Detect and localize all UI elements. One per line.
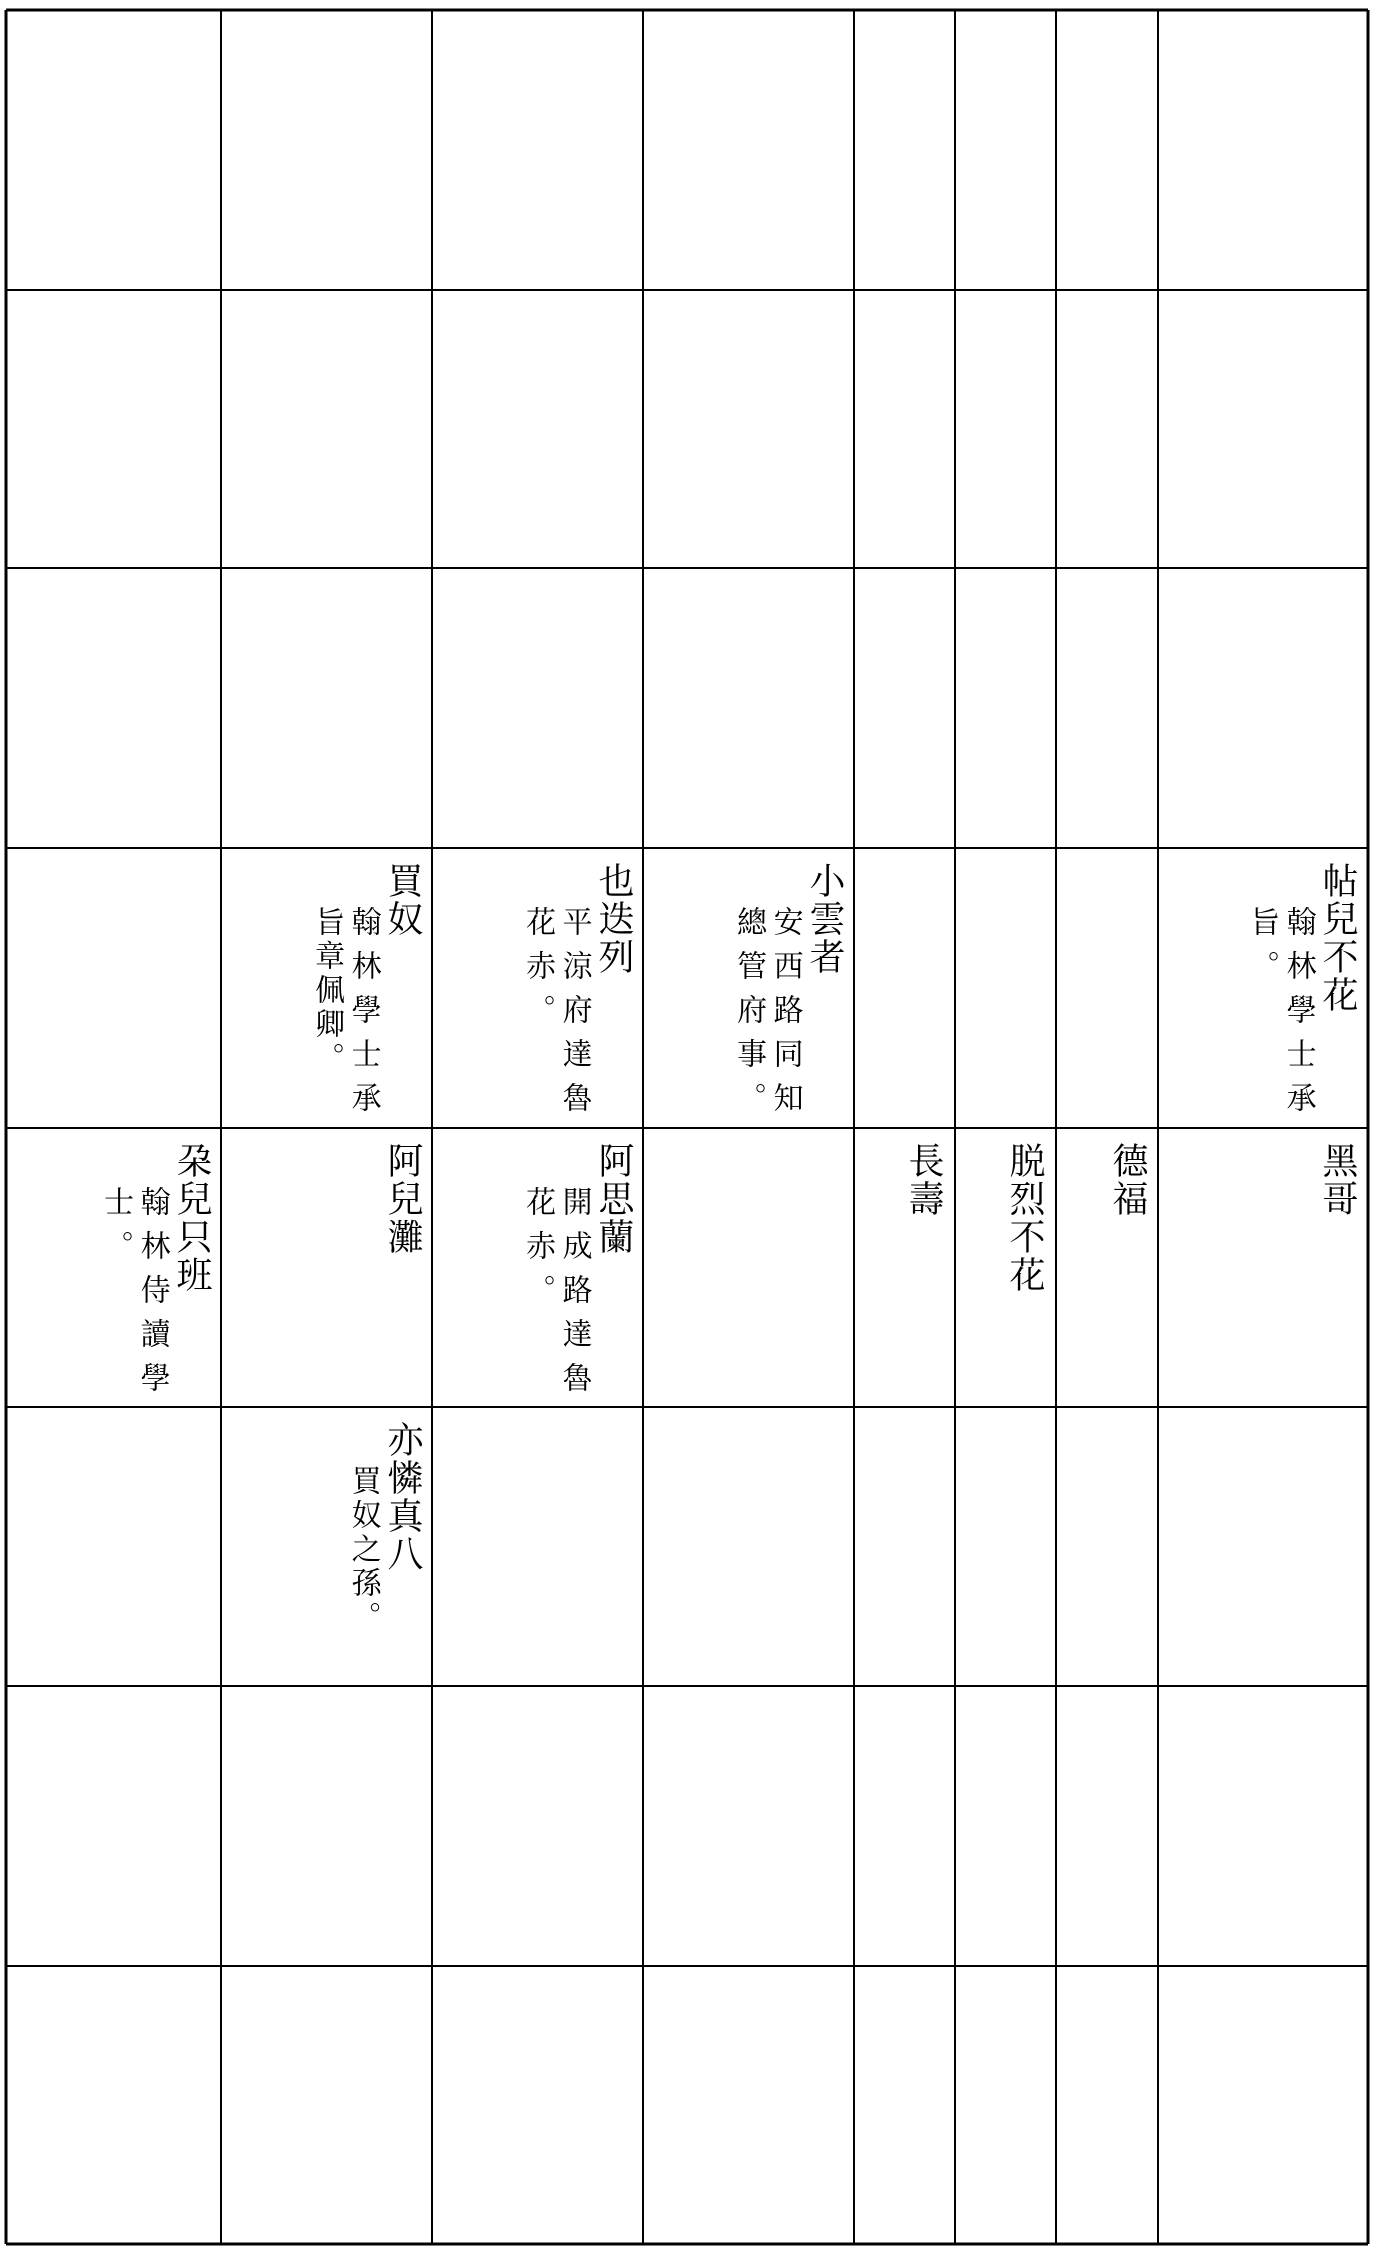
cell-r5-c5: [434, 1130, 642, 1406]
person-name: 小雲者: [804, 862, 845, 976]
person-name: 朶兒只班: [171, 1142, 212, 1294]
person-name: 帖兒不花: [1317, 862, 1358, 1014]
cell-r4-c4: [645, 850, 853, 1126]
cell-r6-c6: [223, 1409, 431, 1685]
person-name: 長壽: [903, 1142, 944, 1218]
person-note: 旨章佩卿。: [309, 906, 345, 1076]
person-name: 阿兒灘: [382, 1142, 423, 1256]
cell-r5-c2: [957, 1130, 1053, 1406]
person-name: 阿思蘭: [593, 1142, 634, 1256]
person-note: 翰林學士承: [1280, 906, 1316, 1126]
person-note: 總管府事。: [731, 906, 767, 1126]
person-name: 德福: [1107, 1142, 1148, 1218]
cell-r4-c6: [223, 850, 431, 1126]
person-note: 花赤。: [520, 906, 556, 1038]
cell-r5-c1: [1058, 1130, 1156, 1406]
cell-r5-c6: [223, 1130, 431, 1406]
cell-r5-c7: [8, 1130, 220, 1406]
cell-r5-c0: [1160, 1130, 1366, 1406]
person-name: 也迭列: [593, 862, 634, 976]
person-name: 脱烈不花: [1004, 1142, 1045, 1294]
person-note: 花赤。: [520, 1186, 556, 1318]
person-note: 翰林學士承: [345, 906, 381, 1126]
person-note: 翰林侍讀學: [134, 1186, 170, 1406]
cell-r4-c5: [434, 850, 642, 1126]
person-name: 亦憐真八: [382, 1421, 423, 1573]
person-note: 安西路同知: [767, 906, 803, 1126]
person-name: 買奴: [382, 862, 423, 938]
person-note: 平涼府達魯: [556, 906, 592, 1126]
person-note: 買奴之孫。: [345, 1465, 381, 1635]
person-note: 開成路達魯: [556, 1186, 592, 1406]
person-note: 士。: [98, 1186, 134, 1274]
cell-r5-c3: [856, 1130, 952, 1406]
person-name: 黑哥: [1317, 1142, 1358, 1218]
person-note: 旨。: [1244, 906, 1280, 994]
cell-r4-c0: [1160, 850, 1366, 1126]
